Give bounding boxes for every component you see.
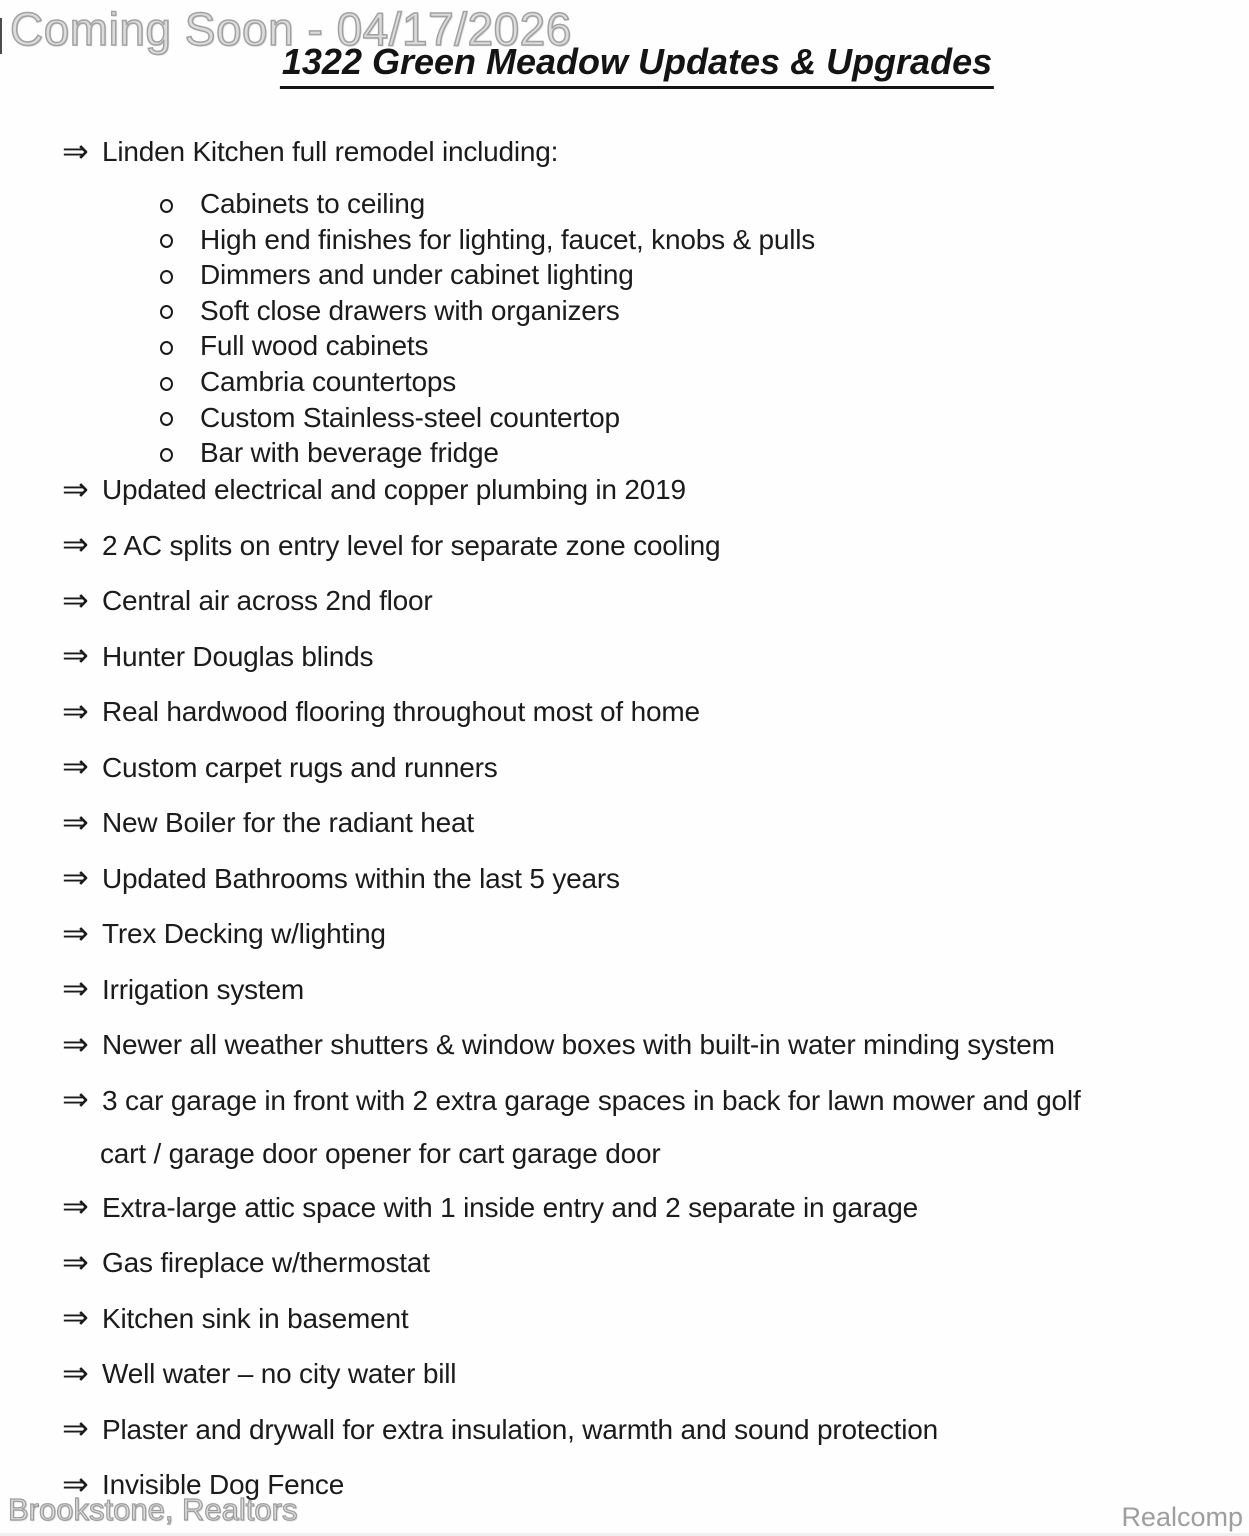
double-arrow-bullet-icon: ⇒ [62,469,89,508]
list-item-text: Gas fireplace w/thermostat [102,1247,430,1279]
double-arrow-bullet-icon: ⇒ [62,1242,89,1281]
double-arrow-bullet-icon: ⇒ [62,636,89,675]
list-item [62,747,498,786]
list-item-text: High end finishes for lighting, faucet, knobs & pulls [200,223,816,255]
list-item [62,1353,457,1392]
list-item-text: cart / garage door opener for cart garage door [100,1137,661,1169]
list-item-text: Linden Kitchen full remodel including: [102,136,559,167]
circle-bullet-icon [160,341,173,355]
list-item-text: Central air across 2nd floor [102,585,433,617]
double-arrow-bullet-icon: ⇒ [62,858,89,897]
circle-bullet-icon [160,377,173,391]
list-item-text: Trex Decking w/lighting [102,918,386,950]
sub-list-item [160,366,456,398]
sub-list-item [160,402,620,434]
sub-list-item [160,259,634,291]
list-item [62,691,700,730]
page-title: 1322 Green Meadow Updates & Upgrades [280,41,994,89]
list-item-text: Invisible Dog Fence [102,1469,345,1501]
double-arrow-bullet-icon: ⇒ [62,913,89,952]
scan-edge-artifact [0,18,2,54]
list-item [62,580,433,619]
realcomp-watermark: Realcomp [1121,1502,1243,1532]
list-item-text: Updated Bathrooms within the last 5 years [102,862,620,894]
list-item-text: Cabinets to ceiling [200,188,425,219]
coming-soon-watermark: Coming Soon - 04/17/2026 [10,3,572,55]
list-item [62,131,559,170]
list-item-text: Cambria countertops [200,366,457,397]
list-item [62,858,620,897]
list-item-text: Bar with beverage fridge [200,437,499,469]
list-item [100,1138,660,1170]
list-item-text: Full wood cabinets [200,330,429,362]
list-item [62,913,386,952]
list-item [62,1187,918,1226]
circle-bullet-icon [160,305,173,319]
list-item-text: Hunter Douglas blinds [102,640,374,672]
double-arrow-bullet-icon: ⇒ [62,691,89,730]
circle-bullet-icon [160,412,173,426]
double-arrow-bullet-icon: ⇒ [62,131,89,170]
sub-list-item [160,188,425,220]
list-item [62,969,304,1008]
list-item-text: Kitchen sink in basement [102,1302,409,1334]
double-arrow-bullet-icon: ⇒ [62,969,89,1008]
double-arrow-bullet-icon: ⇒ [62,1187,89,1226]
list-item-text: Plaster and drywall for extra insulation, warmth and sound protection [102,1413,938,1445]
double-arrow-bullet-icon: ⇒ [62,1080,89,1119]
sub-list-item [160,224,815,256]
list-item-text: Newer all weather shutters & window boxes with built-in water minding system [102,1029,1055,1061]
circle-bullet-icon [160,270,173,284]
double-arrow-bullet-icon: ⇒ [62,1298,89,1337]
list-item-text: Custom carpet rugs and runners [102,751,498,783]
list-item [62,1409,938,1448]
list-item [62,1242,430,1281]
list-item [62,802,475,841]
double-arrow-bullet-icon: ⇒ [62,747,89,786]
circle-bullet-icon [160,199,173,213]
list-item [62,469,686,508]
list-item-text: Custom Stainless-steel countertop [200,401,620,433]
list-item [62,1298,409,1337]
double-arrow-bullet-icon: ⇒ [62,1353,89,1392]
sub-list-item [160,437,499,469]
list-item-text: Updated electrical and copper plumbing in 2019 [102,474,686,506]
circle-bullet-icon [160,234,173,248]
list-item-text: 2 AC splits on entry level for separate zone cooling [102,529,721,561]
sub-list-item [160,330,428,362]
list-item-text: Real hardwood flooring throughout most of home [102,696,700,728]
list-item-text: Soft close drawers with organizers [200,294,620,326]
list-item [62,1024,1055,1063]
list-item [62,636,374,675]
double-arrow-bullet-icon: ⇒ [62,1464,89,1503]
page-title-wrap [280,41,994,89]
list-item [62,525,721,564]
list-item-text: Well water – no city water bill [102,1358,457,1390]
double-arrow-bullet-icon: ⇒ [62,1409,89,1448]
list-item-text: Irrigation system [102,973,304,1005]
list-item [62,1080,1081,1119]
circle-bullet-icon [160,448,173,462]
sub-list-item [160,295,620,327]
double-arrow-bullet-icon: ⇒ [62,802,89,841]
list-item-text: 3 car garage in front with 2 extra garage spaces in back for lawn mower and golf [102,1084,1081,1116]
brokerage-watermark: Brookstone, Realtors [8,1492,298,1527]
list-item-text: Extra-large attic space with 1 inside entry and 2 separate in garage [102,1191,918,1223]
double-arrow-bullet-icon: ⇒ [62,580,89,619]
list-item-text: New Boiler for the radiant heat [102,807,475,839]
double-arrow-bullet-icon: ⇒ [62,525,89,564]
list-item-text: Dimmers and under cabinet lighting [200,259,634,291]
double-arrow-bullet-icon: ⇒ [62,1024,89,1063]
